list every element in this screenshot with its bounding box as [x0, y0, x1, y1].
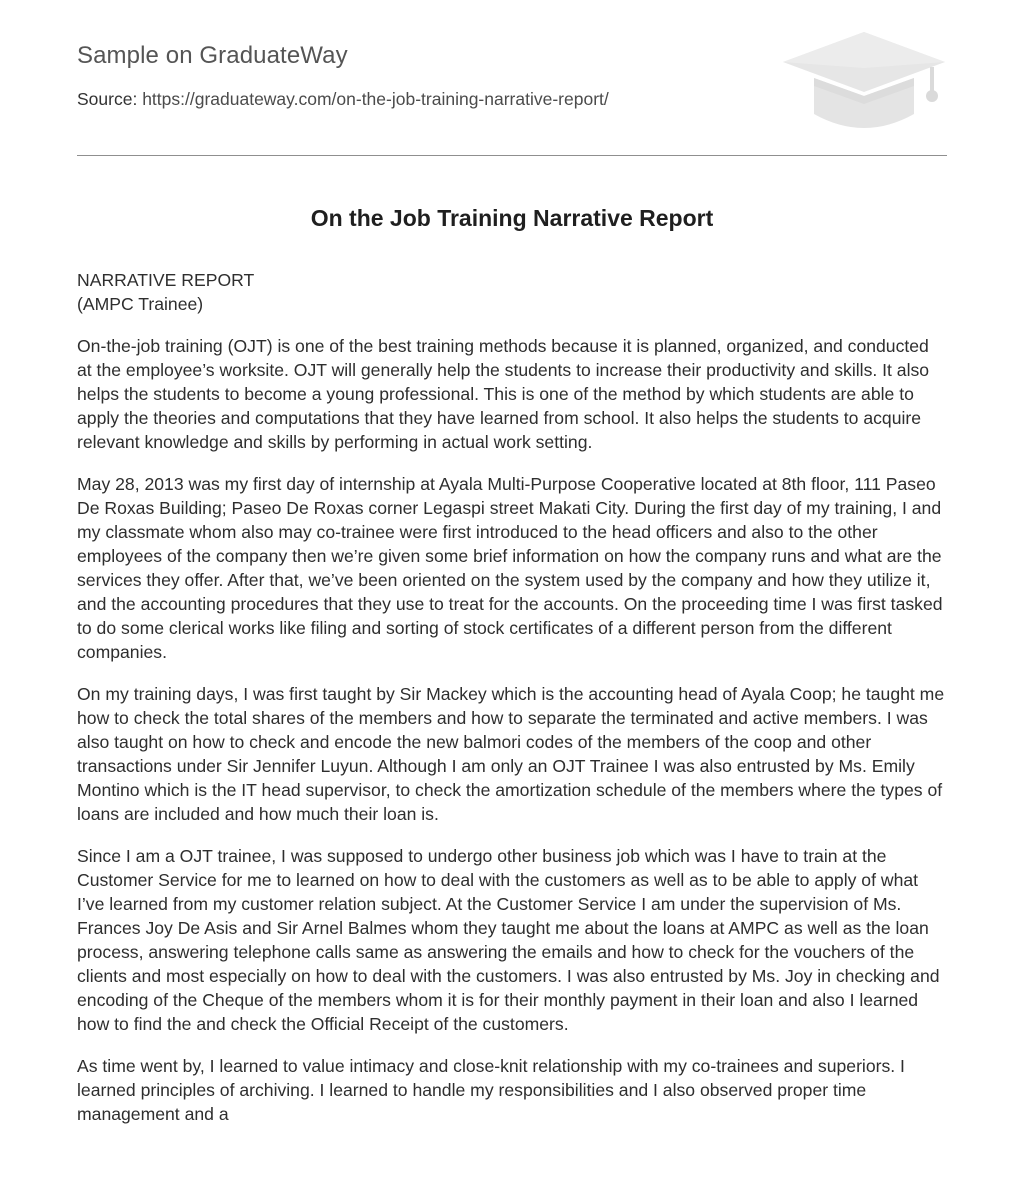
paragraph: May 28, 2013 was my first day of internship at Ayala Multi-Purpose Cooperative located at 8th floor, 111 Paseo De Roxas Building; Paseo De Roxas corner Legaspi street Makati City. During the first day of my training, I and my classmate whom also may co-trainee were first introduced to the head officers and also to the other employees of the company then we’re given some brief information on how the company runs and what are the services they offer. After that, we’ve been oriented on the system used by the company and how they utilize it, and the accounting procedures that they use to treat for the accounts. On the proceeding time I was first tasked to do some clerical works like filing and sorting of stock certificates of a different person from the different companies.: [77, 474, 943, 662]
paragraph: On-the-job training (OJT) is one of the best training methods because it is planned, organized, and conducted at the employee’s worksite. OJT will generally help the students to increase their productivity and skills. It also helps the students to become a young professional. This is one of the method by which students are able to apply the theories and computations that they have learned from school. It also helps the students to acquire relevant knowledge and skills by performing in actual work setting.: [77, 336, 930, 452]
paragraph: Since I am a OJT trainee, I was supposed to undergo other business job which was I have to train at the Customer Service for me to learned on how to deal with the customers as well as to be able to apply of what I’ve learned from my customer relation subject. At the Customer Service I am under the supervision of Ms. Frances Joy De Asis and Sir Arnel Balmes whom they taught me about the loans at AMPC as well as the loan process, answering telephone calls same as answering the emails and how to check for the vouchers of the clients and most especially on how to deal with the customers. I was also entrusted by Ms. Joy in checking and encoding of the Cheque of the members whom it is for their monthly payment in their loan and also I learned how to find the and check the Official Receipt of the customers.: [77, 846, 940, 1034]
header-divider: [77, 155, 947, 156]
source-line: [77, 89, 609, 110]
document-body: [77, 268, 947, 1144]
page-header: [77, 0, 947, 156]
paragraph: On my training days, I was first taught by Sir Mackey which is the accounting head of Ayala Coop; he taught me how to check the total shares of the members and how to separate the terminated and active members. I was also taught on how to check and encode the new balmori codes of the members of the coop and other transactions under Sir Jennifer Luyun. Although I am only an OJT Trainee I was also entrusted by Ms. Emily Montino which is the IT head supervisor, to check the amortization schedule of the members where the types of loans are included and how much their loan is.: [77, 684, 945, 824]
paragraph: As time went by, I learned to value intimacy and close-knit relationship with my co-trainees and superiors. I learned principles of archiving. I learned to handle my responsibilities and I also observed proper time management and a: [77, 1056, 905, 1124]
graduation-cap-icon: [782, 30, 947, 135]
report-heading-line1: NARRATIVE REPORT: [77, 270, 255, 290]
source-label: Source:: [77, 89, 138, 109]
source-link[interactable]: https://graduateway.com/on-the-job-training-narrative-report/: [142, 89, 609, 109]
document-title: On the Job Training Narrative Report: [310, 205, 714, 231]
report-heading-line2: (AMPC Trainee): [77, 294, 204, 314]
report-heading: [77, 268, 947, 316]
site-title: Sample on GraduateWay: [77, 42, 348, 69]
